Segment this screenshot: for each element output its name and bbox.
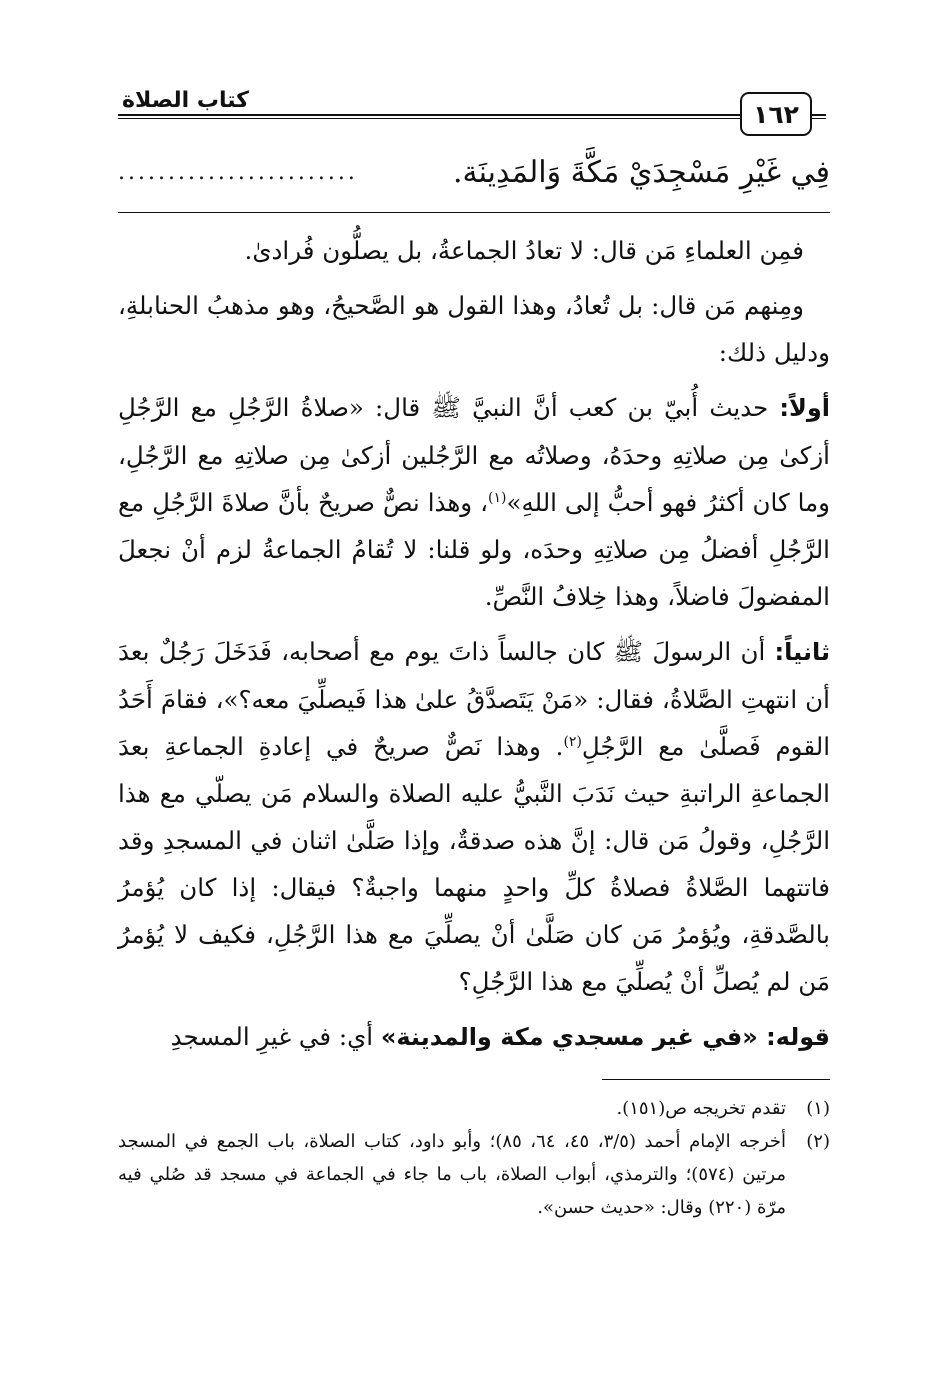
footnote-1-number: (١)	[806, 1098, 830, 1119]
paragraph-3-text-b: ، وهذا نصٌّ صريحٌ بأنَّ صلاةَ الرَّجُلِ مع الرَّجُلِ أفضلُ مِن صلاتِهِ وحدَه، ولو قلنا: لا تُقامُ الجماعةُ لزم أنْ نجعلَ المفضولَ فاضلاً، وهذا خِلافُ النَّصِّ.	[118, 488, 830, 611]
paragraph-5-lead: قوله:	[766, 1023, 830, 1051]
matn-text: فِي غَيْرِ مَسْجِدَيْ مَكَّةَ وَالمَدِينَة.	[452, 155, 830, 190]
main-text	[118, 227, 830, 1061]
paragraph-4	[118, 628, 830, 1005]
matn-divider	[118, 212, 830, 213]
header-rule	[118, 114, 826, 116]
footnotes	[118, 1092, 830, 1224]
footnote-ref-1[interactable]: (١)	[488, 489, 507, 506]
matn-heading	[118, 146, 830, 200]
book-title: كتاب الصلاة	[118, 88, 253, 113]
paragraph-4-text-b: . وهذا نَصٌّ صريحٌ في إعادةِ الجماعةِ بعدَ الجماعةِ الراتبةِ حيث نَدَبَ النَّبيُّ عليه الصلاة والسلام مَن يصلّي مع هذا الرَّجُلِ، وقولُ مَن قال: إنَّ هذه صدقةٌ، وإذا صَلَّىٰ اثنان في المسجدِ وقد فاتتهما الصَّلاةُ فصلاةُ كلِّ واحدٍ منهما واجبةٌ؟ فيقال: إذا كان يُؤمرُ بالصَّدقةِ، ويُؤمرُ مَن كان صَلَّىٰ أنْ يصلِّيَ مع هذا الرَّجُلِ، فكيف لا يُؤمرُ مَن لم يُصلِّ أنْ يُصلِّيَ مع هذا الرَّجُلِ؟	[118, 732, 830, 996]
paragraph-4-text-a: أن الرسولَ ﷺ كان جالساً ذاتَ يوم مع أصحابه، فَدَخَلَ رَجُلٌ بعدَ أن انتهتِ الصَّلاةُ، فقال: «مَنْ يَتَصدَّقُ علىٰ هذا فَيصلِّيَ معه؟»، فقامَ أَحَدُ القوم فَصلَّىٰ مع الرَّجُلِ	[118, 637, 831, 761]
book-page	[118, 86, 830, 1306]
matn-dots: ........................	[118, 160, 358, 185]
paragraph-3	[118, 384, 830, 620]
paragraph-5-text: أي: في غيرِ المسجدِ	[170, 1022, 381, 1051]
paragraph-5	[118, 1013, 830, 1061]
paragraph-3-text-a: حديث أُبيّ بن كعب أنَّ النبيَّ ﷺ قال: «صلاةُ الرَّجُلِ مع الرَّجُلِ أزكىٰ مِن صلاتِهِ وحدَهُ، وصلاتُه مع الرَّجُلين أزكىٰ مِن صلاتِهِ مع الرَّجُلِ، وما كان أكثرُ فهو أحبُّ إلى اللهِ»	[118, 393, 830, 517]
page-number: ١٦٢	[740, 92, 812, 136]
footnote-divider	[602, 1079, 830, 1080]
paragraph-1: فمِن العلماءِ مَن قال: لا تعادُ الجماعةُ، بل يصلُّون فُرادىٰ.	[244, 236, 804, 265]
running-header	[118, 86, 830, 138]
paragraph-3-lead: أولاً:	[779, 394, 830, 422]
paragraph-5-quote: «في غير مسجدي مكة والمدينة»	[380, 1023, 767, 1051]
footnote-1	[118, 1092, 830, 1125]
header-rule-thin	[118, 118, 826, 119]
footnote-ref-2[interactable]: (٢)	[563, 733, 582, 750]
footnote-2-number: (٢)	[806, 1131, 830, 1152]
paragraph-4-lead: ثانياً:	[774, 638, 830, 666]
footnote-2-text: أخرجه الإمام أحمد (٣/٥، ٤٥، ٦٤، ٨٥)؛ وأبو داود، كتاب الصلاة، باب الجمع في المسجد مرتين (٥٧٤)؛ والترمذي، أبواب الصلاة، باب ما جاء في الجماعة في مسجد قد صُلي فيه مرّة (٢٢٠) وقال: «حديث حسن».	[118, 1131, 787, 1218]
paragraph-2: ومِنهم مَن قال: بل تُعادُ، وهذا القول هو الصَّحيحُ، وهو مذهبُ الحنابلةِ، ودليل ذلك:	[118, 291, 830, 367]
footnote-2	[118, 1125, 830, 1224]
footnote-1-text: تقدم تخريجه ص(١٥١).	[616, 1098, 786, 1119]
